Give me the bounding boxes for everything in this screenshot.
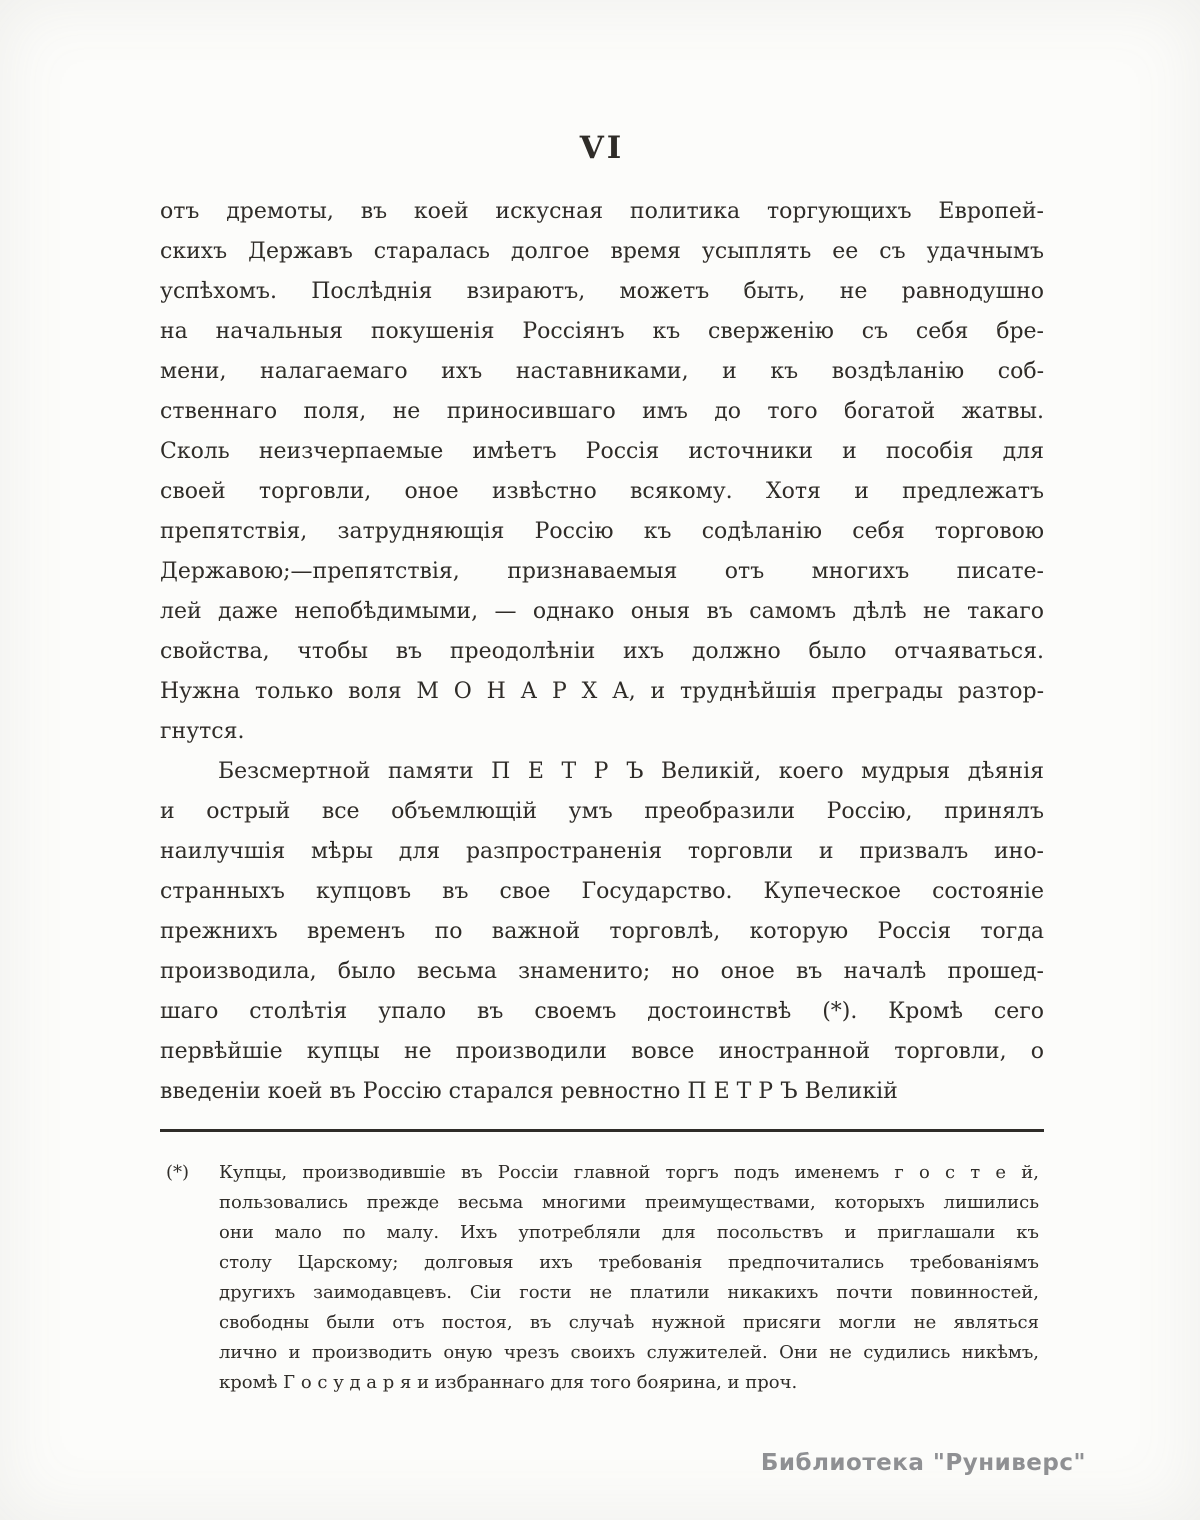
text-line: ственнаго поля, не приносившаго имъ до того богатой жатвы.	[160, 399, 1044, 424]
text-line: шаго столѣтія упало въ своемъ достоинствѣ (*). Кромѣ сего	[160, 999, 1044, 1024]
text-line: скихъ Державъ старалась долгое время усыплять ее съ удачнымъ	[160, 239, 1044, 264]
text-line: столу Царскому; долговыя ихъ требованія предпочитались требованіямъ	[219, 1252, 1039, 1273]
text-line: на начальныя покушенія Россіянъ къ сверженію съ себя бре-	[160, 319, 1044, 344]
paragraph-1	[160, 192, 1044, 752]
text-line: Нужна только воля М О Н А Р Х А, и труднѣйшія преграды разтор-	[160, 679, 1044, 704]
text-line: Купцы, производившіе въ Россіи главной торгъ подъ именемъ г о с т е й,	[219, 1162, 1039, 1183]
text-line: введеніи коей въ Россію старался ревностно П Е Т Р Ъ Великій	[160, 1079, 898, 1104]
text-line: первѣйшіе купцы не производили вовсе иностранной торговли, о	[160, 1039, 1044, 1064]
text-line: пользовались прежде весьма многими преимуществами, которыхъ лишились	[219, 1192, 1039, 1213]
text-line: и острый все объемлющій умъ преобразили Россію, принялъ	[160, 799, 1044, 824]
text-line: другихъ заимодавцевъ. Сіи гости не платили никакихъ почти повинностей,	[219, 1282, 1039, 1303]
footnote	[166, 1158, 1039, 1398]
text-line: своей торговли, оное извѣстно всякому. Хотя и предлежатъ	[160, 479, 1044, 504]
text-line: они мало по малу. Ихъ употребляли для посольствъ и приглашали къ	[219, 1222, 1039, 1243]
text-line: лей даже непобѣдимыми, — однако оныя въ самомъ дѣлѣ не такаго	[160, 599, 1044, 624]
text-line: кромѣ Г о с у д а р я и избраннаго для того боярина, и проч.	[219, 1372, 798, 1393]
footnote-separator	[160, 1129, 1044, 1132]
text-line: Державою;—препятствія, признаваемыя отъ многихъ писате-	[160, 559, 1044, 584]
text-line: мени, налагаемаго ихъ наставниками, и къ воздѣланію соб-	[160, 359, 1044, 384]
text-line: наилучшія мѣры для разпространенія торговли и призвалъ ино-	[160, 839, 1044, 864]
text-line: странныхъ купцовъ въ свое Государство. Купеческое состояніе	[160, 879, 1044, 904]
footnote-marker: (*)	[166, 1162, 190, 1183]
text-line: производила, было весьма знаменито; но оное въ началѣ прошед-	[160, 959, 1044, 984]
footnote-text	[219, 1158, 1039, 1398]
text-line: прежнихъ временъ по важной торговлѣ, которую Россія тогда	[160, 919, 1044, 944]
text-line: успѣхомъ. Послѣднія взираютъ, можетъ быть, не равнодушно	[160, 279, 1044, 304]
text-line: лично и производить оную чрезъ своихъ служителей. Они не судились никѣмъ,	[219, 1342, 1039, 1363]
paragraph-2	[160, 752, 1044, 1112]
text-line: свободны были отъ постоя, въ случаѣ нужной присяги могли не являться	[219, 1312, 1039, 1333]
text-line: препятствія, затрудняющія Россію къ содѣланію себя торговою	[160, 519, 1044, 544]
text-line: отъ дремоты, въ коей искусная политика торгующихъ Европей-	[160, 199, 1044, 224]
text-line: свойства, чтобы въ преодолѣніи ихъ должно было отчаяваться.	[160, 639, 1044, 664]
main-text	[160, 192, 1044, 1112]
library-watermark: Библиотека "Руниверс"	[760, 1450, 1086, 1476]
page-number: VI	[579, 130, 625, 166]
text-line: гнутся.	[160, 719, 245, 744]
text-line: Сколь неизчерпаемые имѣетъ Россія источники и пособія для	[160, 439, 1044, 464]
text-line: Безсмертной памяти П Е Т Р Ъ Великій, коего мудрыя дѣянія	[218, 759, 1044, 784]
